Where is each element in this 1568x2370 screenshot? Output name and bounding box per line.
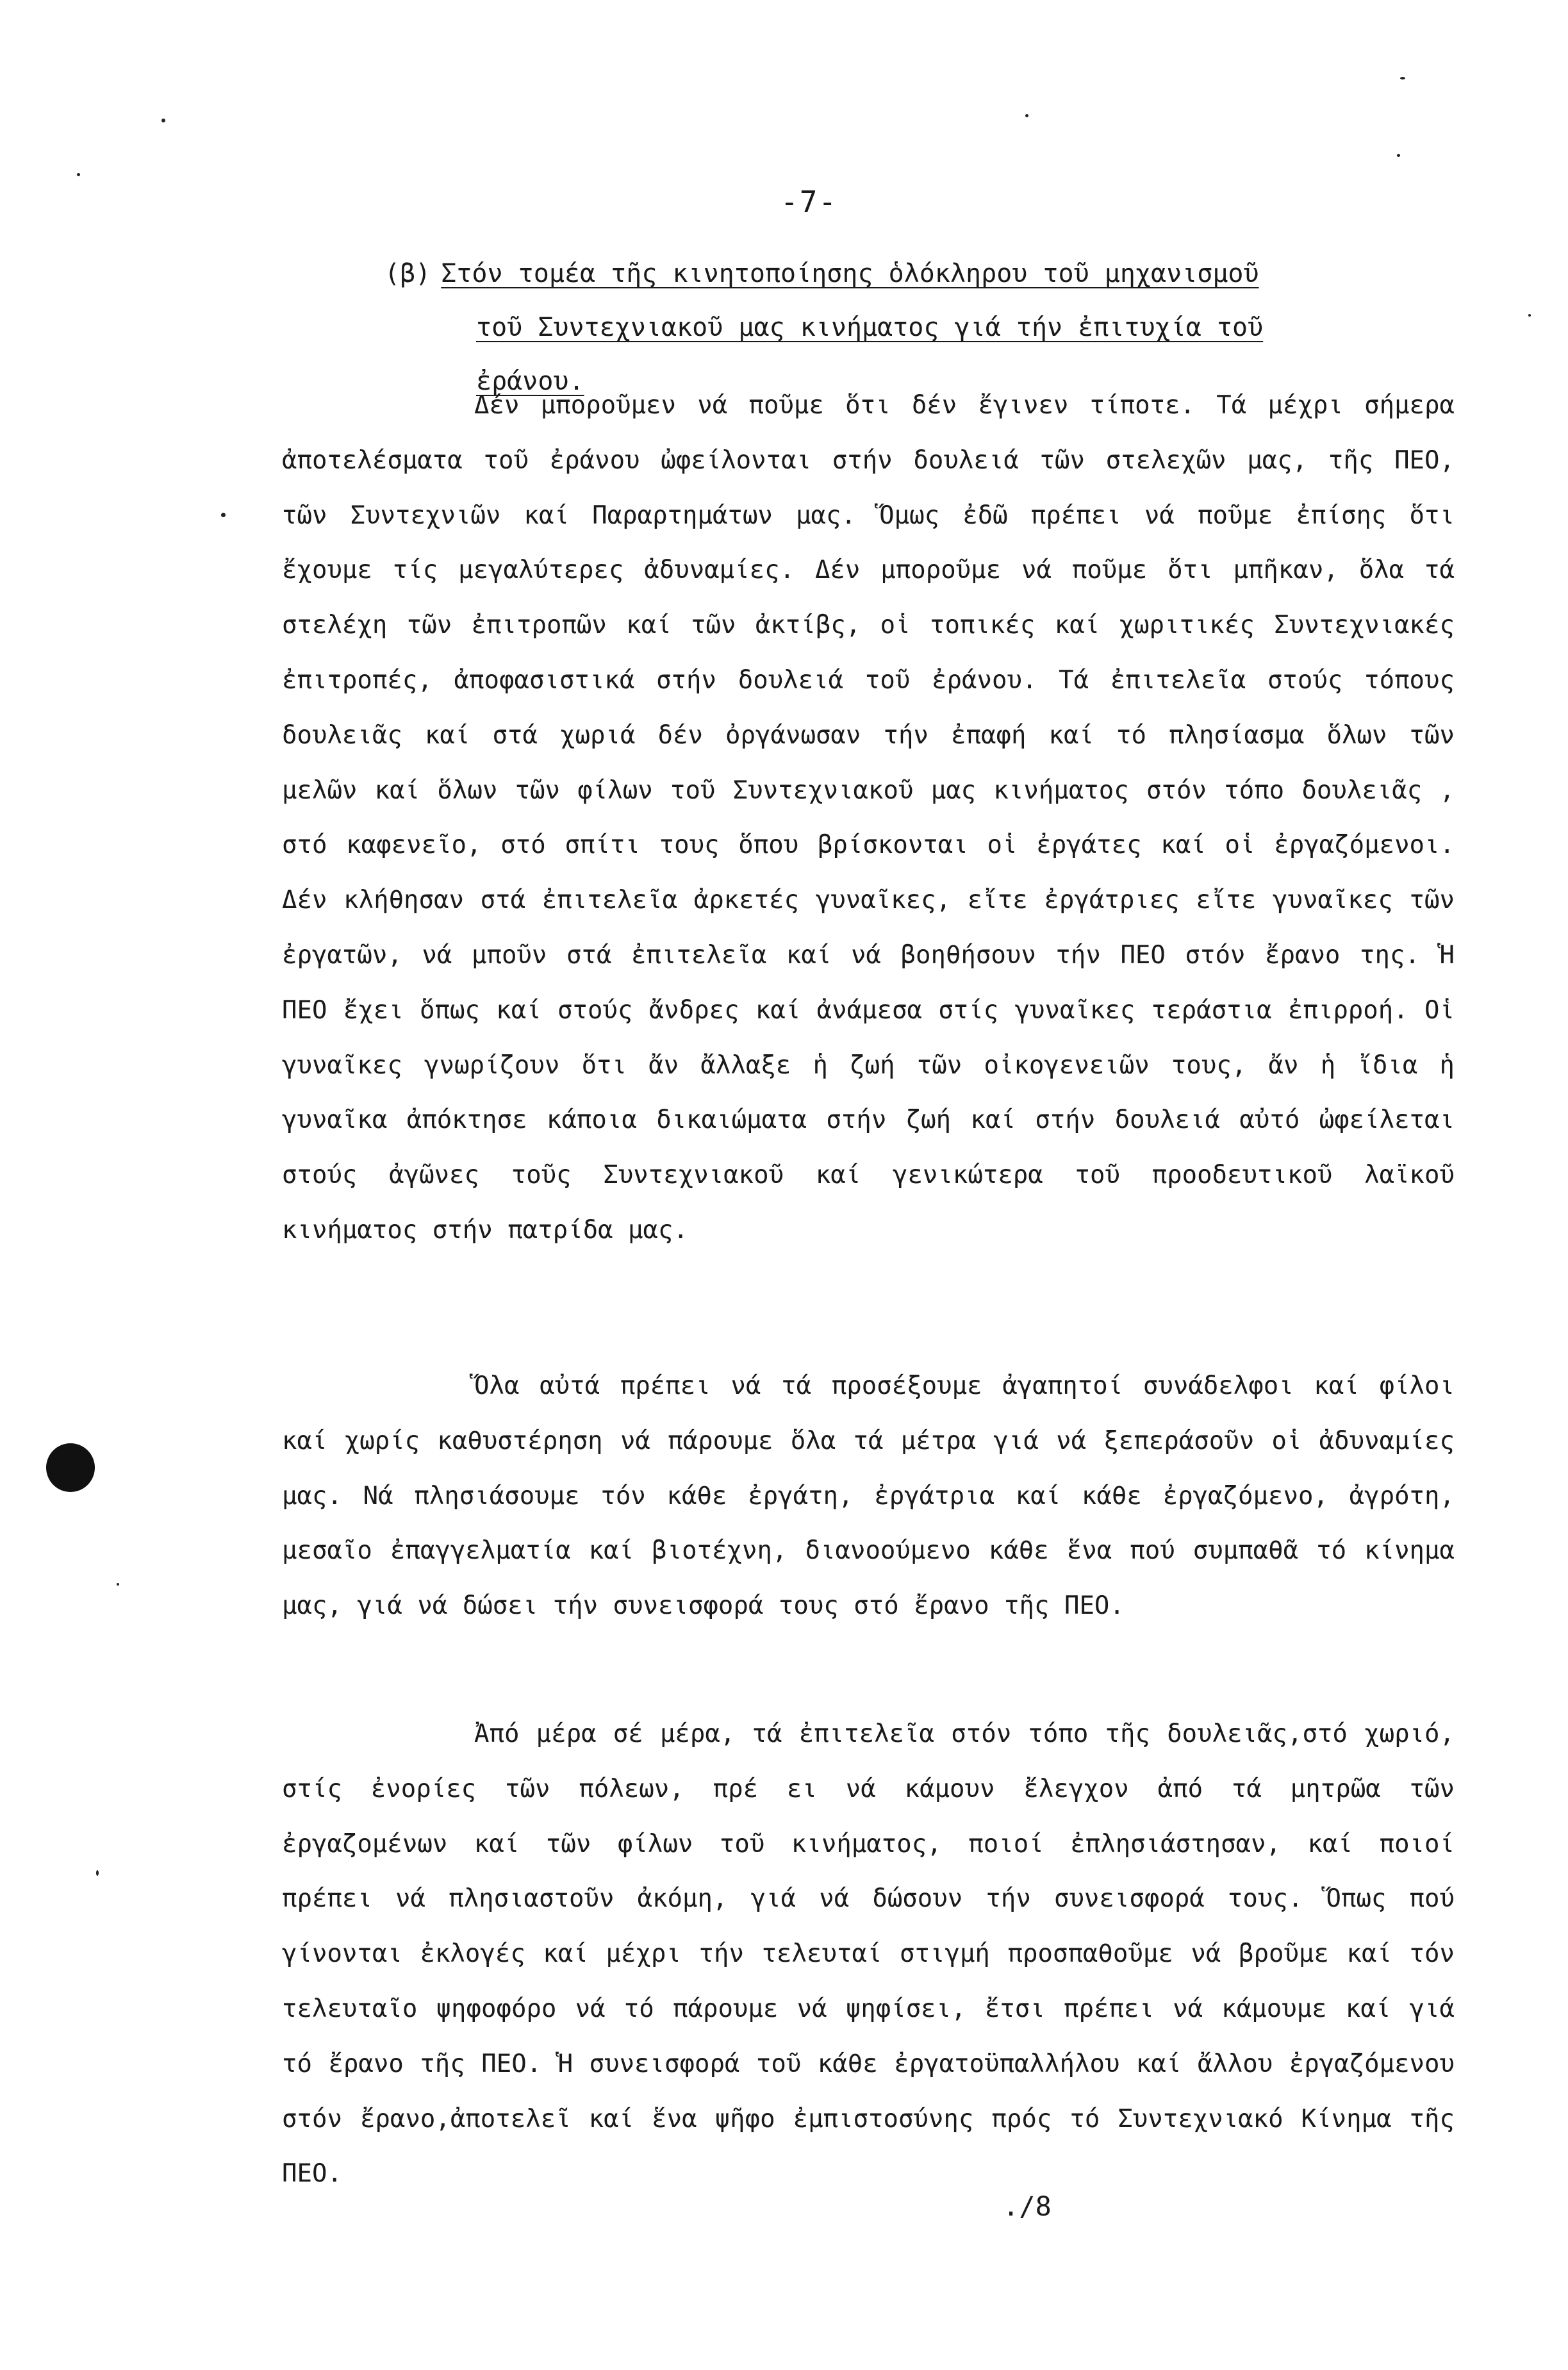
paragraph-text: Δέν μποροῦμεν νά ποῦμε ὅτι δέν ἔγινεν τίποτε. Τά μέχρι σήμερα ἀποτελέσματα τοῦ ἐράνου ὠφείλονται στήν δουλειά τῶν στελεχῶν μας, τῆς ΠΕΟ, τῶν Συντεχνιῶν καί Παραρτημάτων μας. Ὅμως ἐδῶ πρέπει νά ποῦμε ἐπίσης ὅτι ἔχουμε τίς μεγαλύτερες ἀδυναμίες. Δέν μποροῦμε νά ποῦμε ὅτι μπῆκαν, ὅλα τά στελέχη τῶν ἐπιτροπῶν καί τῶν ἀκτίβς, οἱ τοπικές καί χωριτικές Συντεχνιακές ἐπιτροπές, ἀποφασιστικά στήν δουλειά τοῦ ἐράνου. Τά ἐπιτελεῖα στούς τόπους δουλειᾶς καί στά χωριά δέν ὀργάνωσαν τήν ἐπαφή καί τό πλησίασμα ὅλων τῶν μελῶν καί ὅλων τῶν φίλων τοῦ Συντεχνιακοῦ μας κινήματος στόν τόπο δουλειᾶς , στό καφενεῖο, στό σπίτι τους ὅπου βρίσκονται οἱ ἐργάτες καί οἱ ἐργαζόμενοι. Δέν κλήθησαν στά ἐπιτελεῖα ἀρκετές γυναῖκες, εἴτε ἐργάτριες εἴτε γυναῖκες τῶν ἐργατῶν, νά μποῦν στά ἐπιτελεῖα καί νά βοηθήσουν τήν ΠΕΟ στόν ἔρανο της. Ἡ ΠΕΟ ἔχει ὅπως καί στούς ἄνδρες καί ἀνάμεσα στίς γυναῖκες τεράστια ἐπιρροή. Οἱ γυναῖκες γνωρίζουν ὅτι ἄν ἄλλαξε ἡ ζωή τῶν οἰκογενειῶν τους, ἄν ἡ ἴδια ἡ γυναῖκα ἀπόκτησε κάποια δικαιώματα στήν ζωή καί στήν δουλειά αὐτό ὠφείλεται στούς ἀγῶνες τοῦς Συντεχνιακοῦ καί γενικώτερα τοῦ προοδευτικοῦ λαϊκοῦ κινήματος στήν πατρίδα μας. — [282, 391, 1455, 1245]
scan-speck — [1397, 154, 1400, 157]
scan-speck — [96, 1870, 99, 1876]
scan-speck — [221, 513, 226, 517]
scan-speck — [117, 1583, 119, 1586]
page-number: -7- — [780, 185, 838, 219]
body-paragraph — [282, 1359, 1455, 1634]
section-marker: (β) — [384, 259, 431, 288]
section-heading-line-3: ἐράνου. — [476, 367, 584, 396]
scan-speck — [77, 173, 80, 176]
scan-speck — [1528, 314, 1531, 317]
paragraph-text: Ὅλα αὐτά πρέπει νά τά προσέξουμε ἀγαπητοί συνάδελφοι καί φίλοι καί χωρίς καθυστέρηση νά πάρουμε ὅλα τά μέτρα γιά νά ξεπεράσοῦν οἱ ἀδυναμίες μας. Νά πλησιάσουμε τόν κάθε ἐργάτη, ἐργάτρια καί κάθε ἐργαζόμενο, ἀγρότη, μεσαῖο ἐπαγγελματία καί βιοτέχνη, διανοούμενο κάθε ἕνα πού συμπαθᾶ τό κίνημα μας, γιά νά δώσει τήν συνεισφορά τους στό ἔρανο τῆς ΠΕΟ. — [282, 1371, 1455, 1621]
section-heading-line-1: Στόν τομέα τῆς κινητοποίησης ὁλόκληρου τοῦ μηχανισμοῦ — [441, 259, 1259, 288]
scan-speck — [161, 119, 165, 122]
scan-speck — [1025, 114, 1028, 117]
body-paragraph — [282, 1707, 1455, 2201]
paragraph-text: Ἀπό μέρα σέ μέρα, τά ἐπιτελεῖα στόν τόπο τῆς δουλειᾶς,στό χωριό, στίς ἐνορίες τῶν πόλεων, πρέ ει νά κάμουν ἔλεγχον ἀπό τά μητρῶα τῶν ἐργαζομένων καί τῶν φίλων τοῦ κινήματος, ποιοί ἐπλησιάστησαν, καί ποιοί πρέπει νά πλησιαστοῦν ἀκόμη, γιά νά δώσουν τήν συνεισφορά τους. Ὅπως πού γίνονται ἐκλογές καί μέχρι τήν τελευταί στιγμή προσπαθοῦμε νά βροῦμε καί τόν τελευταῖο ψηφοφόρο νά τό πάρουμε νά ψηφίσει, ἔτσι πρέπει νά κάμουμε καί γιά τό ἔρανο τῆς ΠΕΟ. Ἡ συνεισφορά τοῦ κάθε ἐργατοϋπαλλήλου καί ἄλλου ἐργαζόμενου στόν ἔρανο,ἀποτελεῖ καί ἕνα ψῆφο ἐμπιστοσύνης πρός τό Συντεχνιακό Κίνημα τῆς ΠΕΟ. — [282, 1719, 1455, 2189]
scan-speck — [1400, 77, 1405, 79]
continuation-marker: ./8 — [1003, 2191, 1052, 2222]
punch-hole-mark — [46, 1443, 95, 1492]
section-heading-line-2: τοῦ Συντεχνιακοῦ μας κινήματος γιά τήν ἐπιτυχία τοῦ — [476, 313, 1264, 342]
body-paragraph — [282, 378, 1455, 1258]
